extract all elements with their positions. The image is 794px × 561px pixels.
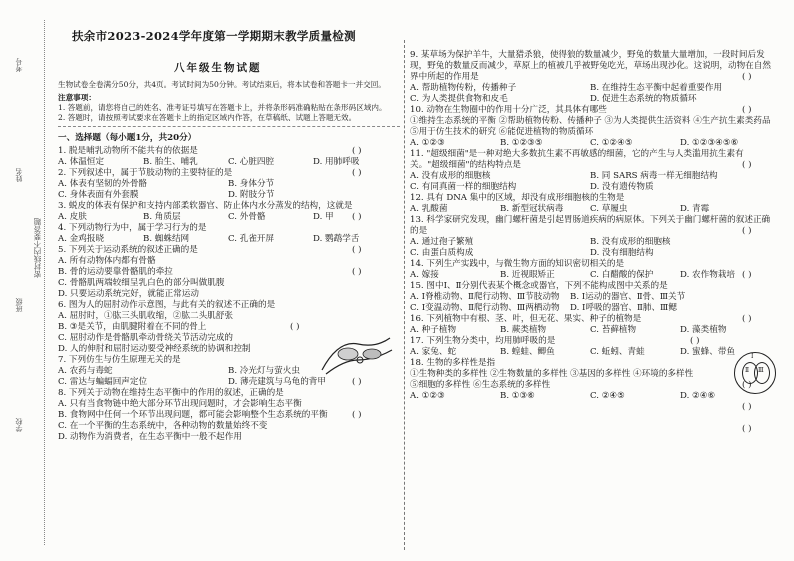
option-d: D. 藻类植物 xyxy=(680,325,727,335)
question-1: 1. 脱是哺乳动物所不能共有的依据是 xyxy=(58,146,198,156)
option-a: A. Ⅰ脊椎动物、Ⅱ爬行动物、Ⅲ节肢动物 xyxy=(410,292,560,302)
options-9-row2 xyxy=(410,94,772,105)
option-d: D. 用肺呼吸 xyxy=(313,157,360,167)
seal-label-2: 姓名 xyxy=(15,168,23,182)
question-14: 14. 下列生产实践中，与微生物方面的知识密切相关的是 xyxy=(410,259,625,269)
section-title: 一、选择题（每小题1分，共20分） xyxy=(58,133,197,143)
options-4 xyxy=(58,234,400,245)
answer-blank-16: ( ) xyxy=(742,380,752,390)
option-c: C. 外骨骼 xyxy=(228,212,266,222)
option-c: C. ①②④⑤ xyxy=(590,138,633,148)
question-7: 7. 下列仿生与仿生原理无关的是 xyxy=(58,355,181,365)
answer-blank-4: ( ) xyxy=(352,245,362,255)
option-b: B. 胎生、哺乳 xyxy=(143,157,198,167)
option-c: C. Ⅰ变温动物、Ⅱ爬行动物、Ⅲ两栖动物 xyxy=(410,303,560,313)
options-11-row2 xyxy=(410,182,772,193)
options-12 xyxy=(410,204,772,215)
option-a: A. 皮肤 xyxy=(58,212,87,222)
option-c: C. 蚯蚓、青蛙 xyxy=(590,347,645,357)
answer-blank-8: ( ) xyxy=(352,410,362,420)
answer-blank-2: ( ) xyxy=(352,168,362,178)
options-13-row1 xyxy=(410,237,772,248)
option-a: A. 家兔、蛇 xyxy=(410,347,457,357)
question-10-statements: ①维持生态系统的平衡 ②帮助植物传粉、传播种子 ③为人类提供生活资料 ④生产抗生素类药品 ⑤用于仿生技术的研究 ⑥能促进植物的物质循环 xyxy=(410,116,771,137)
option-d: D. 薄壳建筑与乌龟的背甲 xyxy=(228,377,326,387)
answer-blank-18: ( ) xyxy=(742,424,752,434)
header-divider xyxy=(58,126,400,127)
option-b: B. 冷光灯与萤火虫 xyxy=(228,366,300,376)
option-b: B. 同 SARS 病毒一样无细胞结构 xyxy=(590,171,718,181)
option-d: D. 蜜蜂、带鱼 xyxy=(680,347,736,357)
answer-blank-3: ( ) xyxy=(352,212,362,222)
option-b: B. ③是关节，由肌腱附着在不同的骨上 xyxy=(58,322,207,332)
option-a: A. 通过孢子繁殖 xyxy=(410,237,474,247)
answer-blank-17: ( ) xyxy=(742,402,752,412)
question-8: 8. 下列关于动物在维持生态平衡中的作用的叙述，正确的是 xyxy=(58,388,284,398)
option-a: A. 体表有坚韧的外骨骼 xyxy=(58,179,148,189)
options-13-row2 xyxy=(410,248,772,259)
option-c: C. 由蛋白质构成 xyxy=(410,248,474,258)
options-10 xyxy=(410,138,772,149)
question-18-statements-2: ⑤细胞的多样性 ⑥生态系统的多样性 xyxy=(410,380,551,390)
options-11-row1 xyxy=(410,171,772,182)
option-b: B. 角质层 xyxy=(143,212,181,222)
question-15: 15. 图中Ⅰ、Ⅱ分别代表某个概念或器官，下列不能构成图中关系的是 xyxy=(410,281,668,291)
option-c: C. 有同真菌一样的细胞结构 xyxy=(410,182,517,192)
option-a: A. 乳酸菌 xyxy=(410,204,448,214)
option-b: B. Ⅰ运动的器官、Ⅱ骨、Ⅲ关节 xyxy=(570,292,686,302)
question-3: 3. 蜕皮的体表有保护和支持内部柔软器官、防止体内水分蒸发的结构，这就是 xyxy=(58,201,353,211)
option-c: C. ②④⑤ xyxy=(590,391,625,401)
option-b: B. 蝗蛙、鲫鱼 xyxy=(500,347,555,357)
venn-label-1: Ⅰ xyxy=(751,353,754,360)
arm-flexion-figure xyxy=(318,330,398,380)
option-b: B. ①②③⑤ xyxy=(500,138,543,148)
notice-1: 1. 答题前，请您将自己的姓名、准考证号填写在答题卡上，并将条形码准确粘贴在条形码区域内。 xyxy=(58,103,387,112)
option-b: B. 近视眼矫正 xyxy=(500,270,555,280)
venn-label-2: Ⅱ xyxy=(745,367,750,374)
options-2-row2 xyxy=(58,190,400,201)
question-6: 6. 图为人的屈肘动作示意图，与此有关的叙述不正确的是 xyxy=(58,300,276,310)
options-9-row1 xyxy=(410,83,772,94)
exam-intro: 生物试卷全卷满分50分，共4页。考试时间为50分钟。考试结束后，将本试卷和答题卡一并交回。 xyxy=(58,80,386,89)
right-questions xyxy=(410,50,772,402)
options-1 xyxy=(58,157,400,168)
notice-2: 2. 答题时，请按照考试要求在答题卡上的指定区域内作答，在草稿纸、试题上答题无效。 xyxy=(58,113,357,122)
option-b: B. 新型冠状病毒 xyxy=(500,204,564,214)
option-a: A. 农药与毒蛇 xyxy=(58,366,113,376)
option-d: D. 没有遗传物质 xyxy=(590,182,654,192)
option-b: B. 蜘蛛结网 xyxy=(143,234,190,244)
option-c: C. 草履虫 xyxy=(590,204,628,214)
option-d: D. 附肢分节 xyxy=(228,190,275,200)
option-c: C. 雷达与蝙蝠回声定位 xyxy=(58,377,148,387)
question-12: 12. 具有 DNA 集中的区域，却没有成形细胞核的生物是 xyxy=(410,193,625,203)
option-c: C. 屈肘动作是骨骼肌牵动骨绕关节活动完成的 xyxy=(58,333,234,343)
answer-blank-12: ( ) xyxy=(742,226,752,236)
answer-blank-11: ( ) xyxy=(742,160,752,170)
option-d: D. 甲 xyxy=(313,212,334,222)
option-a: A. 嫁接 xyxy=(410,270,439,280)
option-b: B. 骨的运动要靠骨骼肌的牵拉 xyxy=(58,267,173,277)
option-d: D. ②④⑥ xyxy=(680,391,716,401)
answer-blank-9: ( ) xyxy=(742,72,752,82)
options-3 xyxy=(58,212,400,223)
option-b: B. 在维持生态平衡中起着重要作用 xyxy=(590,83,723,93)
seal-label-4: 学校 xyxy=(15,418,23,432)
answer-blank-7: ( ) xyxy=(352,377,362,387)
left-questions xyxy=(58,146,400,443)
options-2-row1 xyxy=(58,179,400,190)
question-18: 18. 生物的多样性是指 xyxy=(410,358,496,368)
option-d: D. 人的伸肘和屈肘运动要受神经系统的协调和控制 xyxy=(58,344,251,354)
option-d: D. 没有细胞结构 xyxy=(590,248,654,258)
seal-label-3: 班级 xyxy=(15,298,23,312)
option-a: A. ①②③ xyxy=(410,391,445,401)
question-11: 11. "超级细菌"是一种对绝大多数抗生素不再敏感的细菌，它的产生与人类滥用抗生素有关。"超级细菌"的结构特点是 xyxy=(410,149,744,170)
option-a: A. 没有成形的细胞核 xyxy=(410,171,491,181)
question-10: 10. 动物在生物圈中的作用十分广泛，其具体有哪些 xyxy=(410,105,607,115)
option-d: D. 促进生态系统的物质循环 xyxy=(590,94,697,104)
option-b: B. 蕨类植物 xyxy=(500,325,547,335)
seal-label-1: 考号 xyxy=(15,58,23,72)
option-d: D. Ⅰ呼吸的器官、Ⅱ肺、Ⅲ鳃 xyxy=(570,303,677,313)
answer-blank-14: ( ) xyxy=(742,314,752,324)
venn-label-3: Ⅲ xyxy=(758,367,764,374)
option-b: B. 食物网中任何一个环节出现问题，都可能会影响整个生态系统的平衡 xyxy=(58,410,328,420)
question-5: 5. 下列关于运动系统的叙述正确的是 xyxy=(58,245,198,255)
option-d: D. ①②③④⑤⑥ xyxy=(680,138,739,148)
option-d: D. 青霉 xyxy=(680,204,710,214)
options-18 xyxy=(410,391,772,402)
seal-dotted-line xyxy=(44,20,45,545)
option-d: D. 动物作为消费者，在生态平衡中一般不起作用 xyxy=(58,432,242,442)
exam-title: 扶余市2023-2024学年度第一学期期末教学质量检测 xyxy=(72,29,356,43)
option-a: A. 帮助植物传粉，传播种子 xyxy=(410,83,517,93)
option-b: B. 身体分节 xyxy=(228,179,275,189)
option-b: B. 没有成形的细胞核 xyxy=(590,237,671,247)
option-a: A. 所有动物体内都有骨骼 xyxy=(58,256,156,266)
question-16: 16. 下列植物中有根、茎、叶，但无花、果实、种子的植物是 xyxy=(410,314,642,324)
answer-blank-10: ( ) xyxy=(742,105,752,115)
exam-subject: 八年级生物试题 xyxy=(174,62,262,74)
notice-title: 注意事项： xyxy=(58,93,96,102)
seal-notice: 密封线内不要答题 xyxy=(33,218,42,278)
question-18-statements-1: ①生物种类的多样性 ②生物数量的多样性 ③基因的多样性 ④环境的多样性 xyxy=(410,369,694,379)
options-15-row2 xyxy=(410,303,772,314)
option-a: A. 种子植物 xyxy=(410,325,457,335)
option-a: A. 屈肘时，①肱三头肌收缩，②肱二头肌舒张 xyxy=(58,311,233,321)
option-c: C. 在一个平衡的生态系统中，各种动物的数量始终不变 xyxy=(58,421,268,431)
answer-blank-15: ( ) xyxy=(690,336,700,346)
answer-blank-6: ( ) xyxy=(290,322,300,332)
answer-blank-5: ( ) xyxy=(352,267,362,277)
options-16 xyxy=(410,325,772,336)
option-a: A. 体温恒定 xyxy=(58,157,105,167)
options-15-row1 xyxy=(410,292,772,303)
question-9: 9. 某草场为保护羊牛，大量猎杀狼，使得狼的数量减少，野兔的数量大量增加，一段时间后发现，野兔的数量反而减少，草原上的植被几乎被野兔吃光，草场出现沙化。这说明，动物在自然界中所起的作用是 xyxy=(410,50,771,82)
option-a: A. 金鸡报晓 xyxy=(58,234,105,244)
answer-blank-13: ( ) xyxy=(742,270,752,280)
option-a: A. ①②③ xyxy=(410,138,445,148)
option-d: D. 农作物栽培 xyxy=(680,270,736,280)
answer-blank-1: ( ) xyxy=(352,146,362,156)
option-c: C. 孔雀开屏 xyxy=(228,234,275,244)
option-d: D. 只要运动系统完好，就能正常运动 xyxy=(58,289,199,299)
options-14 xyxy=(410,270,772,281)
option-d: D. 鹦鹉学舌 xyxy=(313,234,360,244)
option-c: C. 白醋酸的保护 xyxy=(590,270,654,280)
option-b: B. ①③⑥ xyxy=(500,391,535,401)
option-c: C. 骨骼肌两端较细呈乳白色的部分叫做肌腹 xyxy=(58,278,225,288)
question-13: 13. 科学家研究发现，幽门螺杆菌是引起胃肠道疾病的病原体。下列关于幽门螺杆菌的叙述正确的是 xyxy=(410,215,771,236)
options-17 xyxy=(410,347,772,358)
option-c: C. 身体表面有外套膜 xyxy=(58,190,139,200)
option-c: C. 为人类提供食物和皮毛 xyxy=(410,94,508,104)
column-divider xyxy=(404,40,405,550)
option-a: A. 只有当食物链中绝大部分环节出现问题时，才会影响生态平衡 xyxy=(58,399,302,409)
question-2: 2. 下列叙述中，属于节肢动物的主要特征的是 xyxy=(58,168,233,178)
question-17: 17. 下列生物分类中，均用肺呼吸的是 xyxy=(410,336,556,346)
option-c: C. 心脏四腔 xyxy=(228,157,275,167)
question-4: 4. 下列动物行为中，属于学习行为的是 xyxy=(58,223,207,233)
option-c: C. 苔藓植物 xyxy=(590,325,637,335)
